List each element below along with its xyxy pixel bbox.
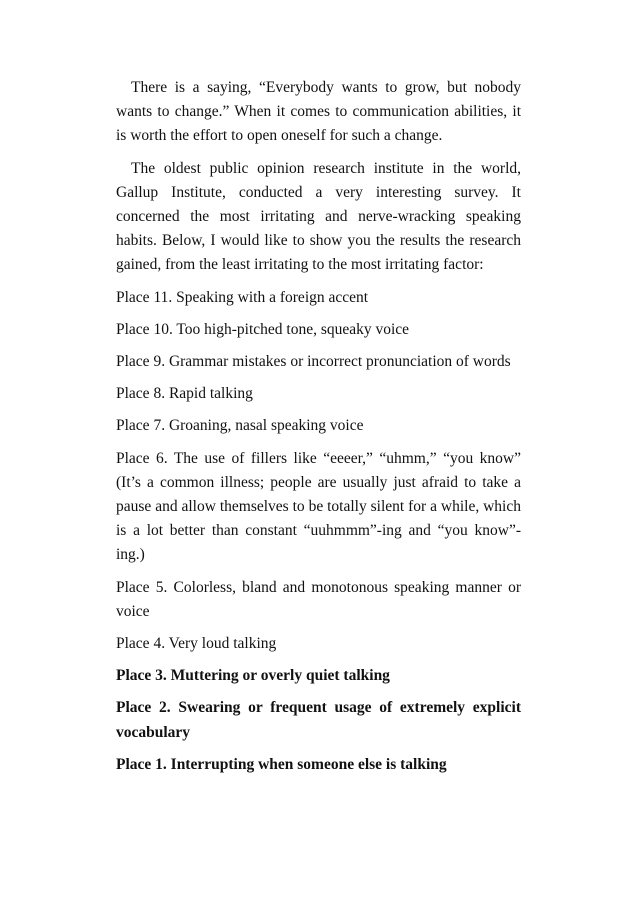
place-7: Place 7. Groaning, nasal speaking voice <box>116 417 364 435</box>
place-2: Place 2. Swearing or frequent usage of extremely explicit vocabulary <box>116 699 521 741</box>
intro-paragraph-1: There is a saying, “Everybody wants to grow, but nobody wants to change.” When it comes to communication abilities, it is worth the effort to open oneself for such a change. <box>116 79 521 145</box>
place-5: Place 5. Colorless, bland and monotonous speaking manner or voice <box>116 578 521 620</box>
place-4: Place 4. Very loud talking <box>116 635 277 653</box>
place-9: Place 9. Grammar mistakes or incorrect pronunciation of words <box>116 353 511 371</box>
place-6: Place 6. The use of fillers like “eeeer,” “uhmm,” “you know” (It’s a common illness; people are usually just afraid to take a pause and allow themselves to be totally silent for a while, which is a lot better than constant “uuhmmm”-ing and “you know”-ing.) <box>116 449 521 564</box>
document-page <box>116 76 521 785</box>
place-1: Place 1. Interrupting when someone else is talking <box>116 755 447 773</box>
place-8: Place 8. Rapid talking <box>116 385 253 403</box>
intro-paragraph-2: The oldest public opinion research institute in the world, Gallup Institute, conducted a very interesting survey. It concerned the most irritating and nerve-wracking speaking habits. Below, I would like to show you the results the research gained, from the least irritating to the most irritating factor: <box>116 159 521 274</box>
place-11: Place 11. Speaking with a foreign accent <box>116 288 369 306</box>
place-3: Place 3. Muttering or overly quiet talking <box>116 667 390 685</box>
place-10: Place 10. Too high-pitched tone, squeaky voice <box>116 320 410 338</box>
